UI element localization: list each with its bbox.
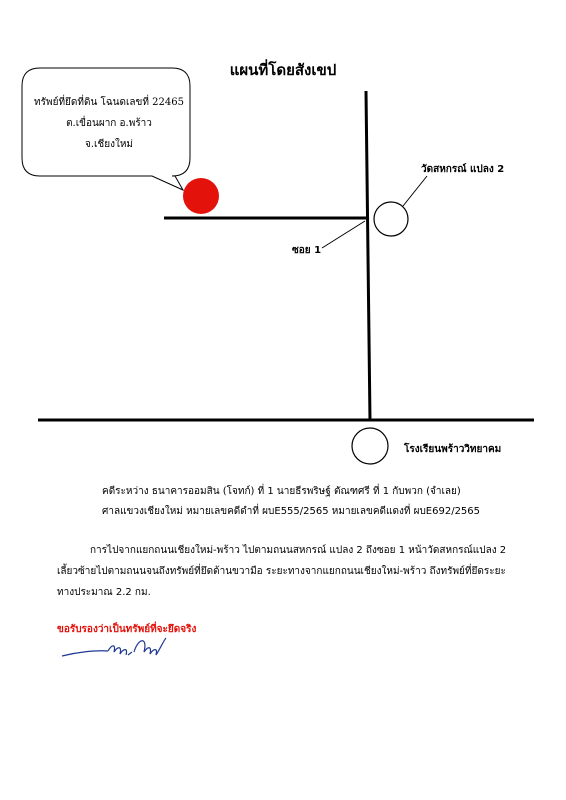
- callout-line-district: ต.เขื่อนผาก อ.พร้าว: [66, 118, 152, 129]
- confirmation-statement: ขอรับรองว่าเป็นทรัพย์ที่จะยึดจริง: [57, 624, 197, 635]
- case-parties: คดีระหว่าง ธนาคารออมสิน (โจทก์) ที่ 1 นายธีรพริษฐ์ ตัณฑศรี ที่ 1 กับพวก (จำเลย): [102, 486, 461, 497]
- property-callout: [34, 92, 184, 155]
- directions-paragraph: การไปจากแยกถนนเชียงใหม่-พร้าว ไปตามถนนสหกรณ์ แปลง 2 ถึงซอย 1 หน้าวัดสหกรณ์แปลง 2 เลี้ยวซ้ายไปตามถนนจนถึงทรัพย์ที่ยึดด้านขวามือ ระยะทางจากแยกถนนเชียงใหม่-พร้าว ถึงทรัพย์ที่ยึดระยะทางประมาณ 2.2 กม.: [57, 545, 507, 598]
- soi-leader-line: [322, 221, 365, 248]
- property-marker: [183, 178, 219, 214]
- sahakorn-road: [366, 91, 370, 421]
- soi-label: ซอย 1: [292, 245, 322, 256]
- school-label: โรงเรียนพร้าววิทยาคม: [404, 444, 502, 455]
- temple-label: วัดสหกรณ์ แปลง 2: [421, 164, 505, 175]
- case-numbers: ศาลแขวงเชียงใหม่ หมายเลขคดีดำที่ ผบE555/2565 หมายเลขคดีแดงที่ ผบE692/2565: [102, 506, 481, 517]
- callout-line-deed: ทรัพย์ที่ยึดที่ดิน โฉนดเลขที่ 22465: [34, 97, 184, 108]
- school-marker: [352, 428, 388, 464]
- signature: [60, 634, 180, 670]
- temple-marker: [374, 202, 408, 236]
- temple-leader-line: [403, 176, 427, 206]
- map-title: แผนที่โดยสังเขป: [229, 61, 337, 79]
- callout-line-province: จ.เชียงใหม่: [84, 139, 134, 150]
